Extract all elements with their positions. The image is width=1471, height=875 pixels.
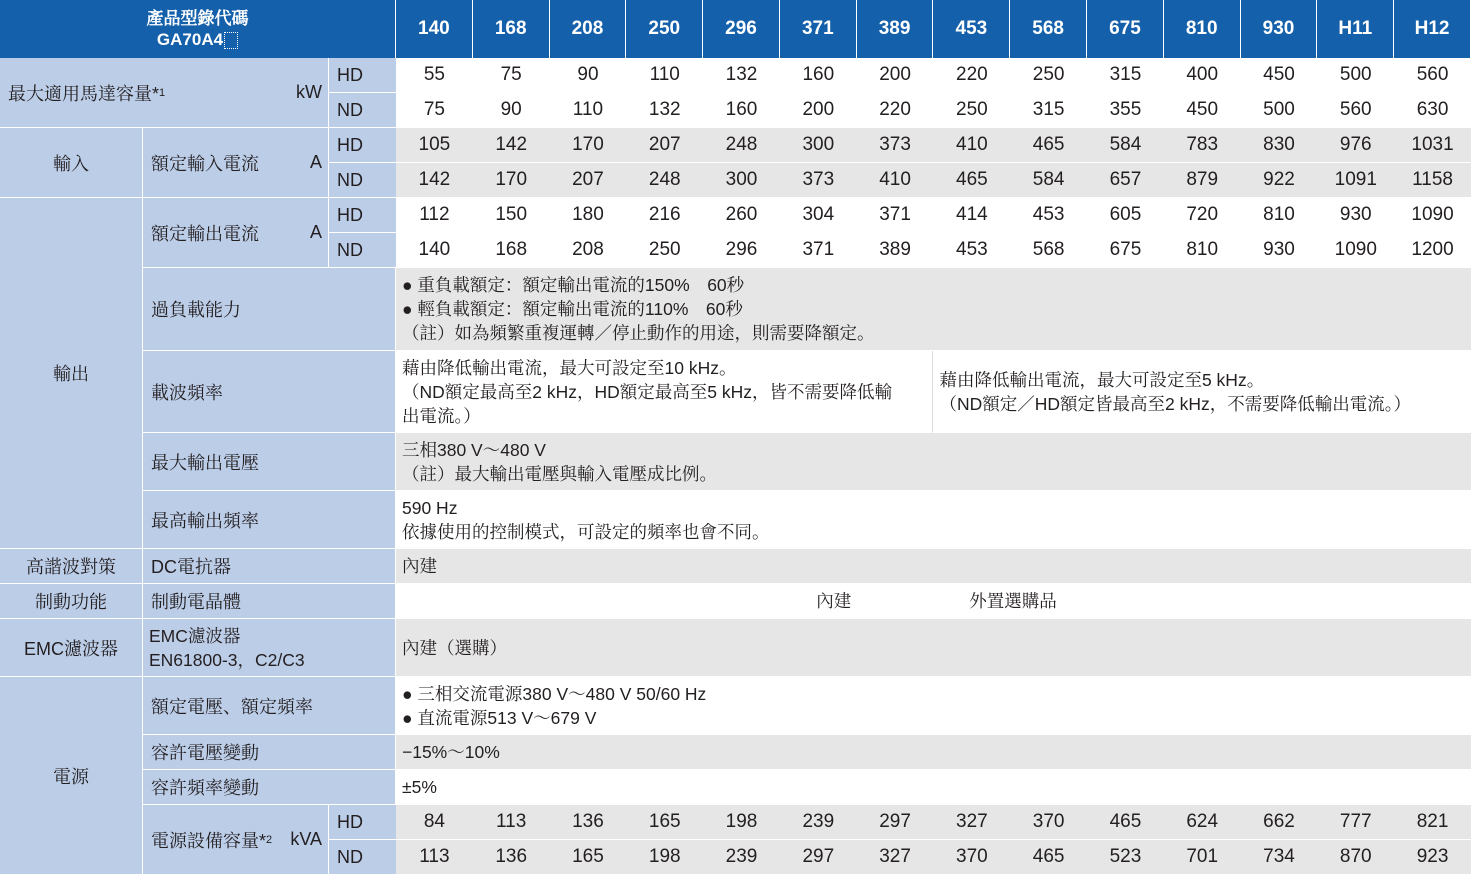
max-output-voltage-text-line: 三相380 V～480 V	[402, 439, 546, 460]
emc-filter-value	[396, 619, 1471, 677]
motor-capacity-hd-value: 90	[550, 58, 627, 93]
emc-standard-label: EN61800-3，C2/C3	[149, 649, 305, 670]
output-current-hd-value: 930	[1317, 198, 1394, 233]
power-capacity-nd-value: 465	[1010, 840, 1087, 875]
header-title-line1: 產品型錄代碼	[146, 9, 249, 28]
output-current-nd-value: 568	[1010, 233, 1087, 268]
output-current-hd-value: 216	[626, 198, 703, 233]
input-current-hd-value: 170	[550, 128, 627, 163]
power-group-label: 電源	[0, 677, 143, 875]
max-output-frequency-label: 最高輸出頻率	[143, 491, 396, 549]
overload-text	[396, 268, 1471, 351]
output-current-hd-value: 414	[933, 198, 1010, 233]
output-current-hd-value: 304	[780, 198, 857, 233]
power-capacity-hd-value: 198	[703, 805, 780, 840]
power-capacity-nd-value: 136	[473, 840, 550, 875]
power-capacity-nd-value: 239	[703, 840, 780, 875]
emc-filter-value-text: 內建（選購）	[402, 637, 507, 658]
input-current-nd-value: 465	[933, 163, 1010, 198]
output-current-hd-value: 720	[1164, 198, 1241, 233]
harmonics-group-label: 高諧波對策	[0, 549, 143, 584]
max-output-frequency-text	[396, 491, 1471, 549]
input-current-hd-value: 584	[1087, 128, 1164, 163]
rating-hd-label: HD	[329, 805, 396, 840]
footnote-1-mark: 1	[159, 86, 166, 99]
power-capacity-hd-value: 113	[473, 805, 550, 840]
footnote-2-mark: 2	[266, 833, 273, 846]
input-current-hd-value: 465	[1010, 128, 1087, 163]
motor-capacity-hd-value: 220	[933, 58, 1010, 93]
rated-voltage-frequency-text-line: ● 三相交流電源380 V～480 V 50/60 Hz	[402, 683, 707, 704]
power-capacity-hd-value: 297	[857, 805, 934, 840]
power-capacity-hd-value: 662	[1241, 805, 1318, 840]
header-title-line2: GA70A4	[156, 30, 224, 49]
frequency-variation-value-text: ±5%	[402, 777, 437, 797]
power-capacity-hd-value: 327	[933, 805, 1010, 840]
model-column-header: 208	[550, 0, 627, 58]
input-current-hd-value: 142	[473, 128, 550, 163]
input-current-hd-value: 373	[857, 128, 934, 163]
power-capacity-hd-value: 239	[780, 805, 857, 840]
rating-nd-label: ND	[329, 840, 396, 875]
power-capacity-nd-value: 113	[396, 840, 473, 875]
input-current-nd-value: 142	[396, 163, 473, 198]
model-column-header: H12	[1394, 0, 1471, 58]
unit-a: A	[309, 222, 322, 242]
output-current-hd-value: 453	[1010, 198, 1087, 233]
model-column-header: 250	[626, 0, 703, 58]
motor-capacity-nd-value: 132	[626, 93, 703, 128]
max-output-frequency-text-line: 590 Hz	[402, 497, 458, 518]
input-current-nd-value: 207	[550, 163, 627, 198]
voltage-variation-value	[396, 735, 1471, 770]
power-capacity-label: 電源設備容量*	[151, 830, 267, 851]
carrier-frequency-text-high-models-line: 藉由降低輸出電流，最大可設定至5 kHz。	[939, 369, 1265, 390]
model-column-header: 389	[857, 0, 934, 58]
power-capacity-nd-value: 701	[1164, 840, 1241, 875]
output-current-hd-value: 180	[550, 198, 627, 233]
power-capacity-hd-value: 136	[550, 805, 627, 840]
power-capacity-hd-value: 84	[396, 805, 473, 840]
input-current-nd-value: 170	[473, 163, 550, 198]
dc-reactor-label: DC電抗器	[143, 549, 396, 584]
model-column-header: 930	[1241, 0, 1318, 58]
max-output-frequency-text-line: 依據使用的控制模式，可設定的頻率也會不同。	[402, 521, 770, 542]
motor-capacity-nd-value: 250	[933, 93, 1010, 128]
power-capacity-nd-value: 165	[550, 840, 627, 875]
input-current-nd-value: 584	[1010, 163, 1087, 198]
input-current-nd-value: 1091	[1317, 163, 1394, 198]
braking-builtin-value: 內建	[816, 591, 852, 611]
carrier-frequency-text-high-models-line: （ND額定／HD額定皆最高至2 kHz，不需要降低輸出電流。）	[939, 393, 1412, 414]
model-column-header: 296	[703, 0, 780, 58]
unit-kw: kW	[296, 82, 322, 102]
motor-capacity-label-cell	[0, 58, 329, 128]
model-code-placeholder-box	[224, 32, 238, 49]
emc-filter-label: EMC濾波器	[149, 625, 241, 646]
motor-capacity-hd-value: 110	[626, 58, 703, 93]
model-column-header: H11	[1317, 0, 1394, 58]
carrier-frequency-text-low-models-line: 藉由降低輸出電流，最大可設定至10 kHz。	[402, 357, 737, 378]
carrier-frequency-text-low-models-line: （ND額定最高至2 kHz，HD額定最高至5 kHz，皆不需要降低輸	[402, 381, 893, 402]
header-title-cell	[0, 0, 396, 58]
voltage-variation-label: 容許電壓變動	[143, 735, 396, 770]
output-current-hd-value: 810	[1241, 198, 1318, 233]
power-capacity-hd-value: 465	[1087, 805, 1164, 840]
input-current-nd-value: 248	[626, 163, 703, 198]
rated-voltage-frequency-text-line: ● 直流電源513 V～679 V	[402, 707, 597, 728]
carrier-frequency-label: 載波頻率	[143, 351, 396, 433]
motor-capacity-nd-value: 110	[550, 93, 627, 128]
emc-filter-label-cell	[143, 619, 396, 677]
output-current-nd-value: 208	[550, 233, 627, 268]
input-current-hd-value: 300	[780, 128, 857, 163]
model-column-header: 810	[1164, 0, 1241, 58]
rating-hd-label: HD	[329, 58, 396, 93]
carrier-frequency-text-low-models	[396, 351, 933, 433]
motor-capacity-hd-value: 400	[1164, 58, 1241, 93]
output-current-nd-value: 389	[857, 233, 934, 268]
unit-a: A	[309, 152, 322, 172]
input-current-nd-value: 879	[1164, 163, 1241, 198]
input-current-hd-value: 783	[1164, 128, 1241, 163]
motor-capacity-nd-value: 90	[473, 93, 550, 128]
model-column-header: 568	[1010, 0, 1087, 58]
output-current-label: 額定輸出電流	[151, 223, 259, 244]
carrier-frequency-text-high-models	[933, 351, 1470, 433]
motor-capacity-hd-value: 315	[1087, 58, 1164, 93]
output-current-hd-value: 112	[396, 198, 473, 233]
output-current-nd-value: 675	[1087, 233, 1164, 268]
power-capacity-nd-value: 734	[1241, 840, 1318, 875]
overload-text-line: ● 輕負載額定：額定輸出電流的110% 60秒	[402, 299, 743, 319]
motor-capacity-hd-value: 132	[703, 58, 780, 93]
power-capacity-nd-value: 870	[1317, 840, 1394, 875]
power-capacity-nd-value: 523	[1087, 840, 1164, 875]
output-current-hd-value: 605	[1087, 198, 1164, 233]
output-current-nd-value: 296	[703, 233, 780, 268]
output-current-nd-value: 453	[933, 233, 1010, 268]
input-current-label-cell	[143, 128, 329, 198]
motor-capacity-hd-value: 75	[473, 58, 550, 93]
power-capacity-hd-value: 624	[1164, 805, 1241, 840]
motor-capacity-nd-value: 630	[1394, 93, 1471, 128]
motor-capacity-label: 最大適用馬達容量*	[8, 83, 160, 104]
unit-kva: kVA	[290, 829, 322, 849]
emc-group-label: EMC濾波器	[0, 619, 143, 677]
motor-capacity-nd-value: 315	[1010, 93, 1087, 128]
motor-capacity-hd-value: 560	[1394, 58, 1471, 93]
overload-label: 過負載能力	[143, 268, 396, 351]
motor-capacity-hd-value: 450	[1241, 58, 1318, 93]
rating-nd-label: ND	[329, 93, 396, 128]
input-current-hd-value: 105	[396, 128, 473, 163]
dc-reactor-value-text: 內建	[402, 556, 437, 576]
rating-nd-label: ND	[329, 233, 396, 268]
input-current-hd-value: 1031	[1394, 128, 1471, 163]
motor-capacity-nd-value: 160	[703, 93, 780, 128]
overload-text-line: （註）如為頻繁重複運轉／停止動作的用途，則需要降額定。	[402, 323, 875, 343]
model-column-header: 453	[933, 0, 1010, 58]
voltage-variation-value-text: −15%～10%	[402, 742, 500, 762]
rating-hd-label: HD	[329, 128, 396, 163]
input-current-hd-value: 207	[626, 128, 703, 163]
rating-hd-label: HD	[329, 198, 396, 233]
power-capacity-nd-value: 370	[933, 840, 1010, 875]
power-capacity-nd-value: 923	[1394, 840, 1471, 875]
motor-capacity-hd-value: 200	[857, 58, 934, 93]
power-capacity-label-cell	[143, 805, 329, 875]
frequency-variation-value	[396, 770, 1471, 805]
motor-capacity-nd-value: 75	[396, 93, 473, 128]
model-column-header: 168	[473, 0, 550, 58]
motor-capacity-hd-value: 250	[1010, 58, 1087, 93]
power-capacity-nd-value: 327	[857, 840, 934, 875]
output-current-label-cell	[143, 198, 329, 268]
motor-capacity-nd-value: 355	[1087, 93, 1164, 128]
output-current-hd-value: 150	[473, 198, 550, 233]
output-group-label: 輸出	[0, 198, 143, 549]
carrier-frequency-text-low-models-line: 出電流。）	[402, 405, 481, 426]
input-current-hd-value: 830	[1241, 128, 1318, 163]
rated-voltage-frequency-text	[396, 677, 1471, 735]
output-current-nd-value: 1200	[1394, 233, 1471, 268]
model-column-header: 675	[1087, 0, 1164, 58]
max-output-voltage-text	[396, 433, 1471, 491]
output-current-nd-value: 250	[626, 233, 703, 268]
frequency-variation-label: 容許頻率變動	[143, 770, 396, 805]
max-output-voltage-label: 最大輸出電壓	[143, 433, 396, 491]
input-current-nd-value: 922	[1241, 163, 1318, 198]
braking-external-option-value: 外置選購品	[969, 591, 1057, 611]
power-capacity-hd-value: 370	[1010, 805, 1087, 840]
rated-voltage-frequency-label: 額定電壓、額定頻率	[143, 677, 396, 735]
output-current-nd-value: 371	[780, 233, 857, 268]
max-output-voltage-text-line: （註）最大輸出電壓與輸入電壓成比例。	[402, 463, 717, 484]
output-current-nd-value: 810	[1164, 233, 1241, 268]
power-capacity-hd-value: 777	[1317, 805, 1394, 840]
braking-transistor-value	[396, 584, 1471, 619]
input-current-hd-value: 976	[1317, 128, 1394, 163]
input-current-nd-value: 1158	[1394, 163, 1471, 198]
output-current-nd-value: 930	[1241, 233, 1318, 268]
output-current-nd-value: 1090	[1317, 233, 1394, 268]
power-capacity-nd-value: 198	[626, 840, 703, 875]
dc-reactor-value	[396, 549, 1471, 584]
output-current-hd-value: 371	[857, 198, 934, 233]
output-current-nd-value: 168	[473, 233, 550, 268]
power-capacity-hd-value: 821	[1394, 805, 1471, 840]
input-current-hd-value: 248	[703, 128, 780, 163]
input-current-nd-value: 300	[703, 163, 780, 198]
input-current-nd-value: 410	[857, 163, 934, 198]
input-current-nd-value: 657	[1087, 163, 1164, 198]
power-capacity-nd-value: 297	[780, 840, 857, 875]
input-group-label: 輸入	[0, 128, 143, 198]
braking-group-label: 制動功能	[0, 584, 143, 619]
output-current-hd-value: 1090	[1394, 198, 1471, 233]
motor-capacity-hd-value: 500	[1317, 58, 1394, 93]
motor-capacity-hd-value: 55	[396, 58, 473, 93]
input-current-label: 額定輸入電流	[151, 153, 259, 174]
rating-nd-label: ND	[329, 163, 396, 198]
input-current-hd-value: 410	[933, 128, 1010, 163]
motor-capacity-nd-value: 200	[780, 93, 857, 128]
power-capacity-hd-value: 165	[626, 805, 703, 840]
motor-capacity-nd-value: 500	[1241, 93, 1318, 128]
header-title-line2-wrap	[157, 29, 238, 50]
model-column-header: 371	[780, 0, 857, 58]
motor-capacity-hd-value: 160	[780, 58, 857, 93]
motor-capacity-nd-value: 560	[1317, 93, 1394, 128]
braking-transistor-label: 制動電晶體	[143, 584, 396, 619]
output-current-hd-value: 260	[703, 198, 780, 233]
overload-text-line: ● 重負載額定：額定輸出電流的150% 60秒	[402, 275, 745, 295]
output-current-nd-value: 140	[396, 233, 473, 268]
model-column-header: 140	[396, 0, 473, 58]
motor-capacity-nd-value: 220	[857, 93, 934, 128]
motor-capacity-nd-value: 450	[1164, 93, 1241, 128]
input-current-nd-value: 373	[780, 163, 857, 198]
